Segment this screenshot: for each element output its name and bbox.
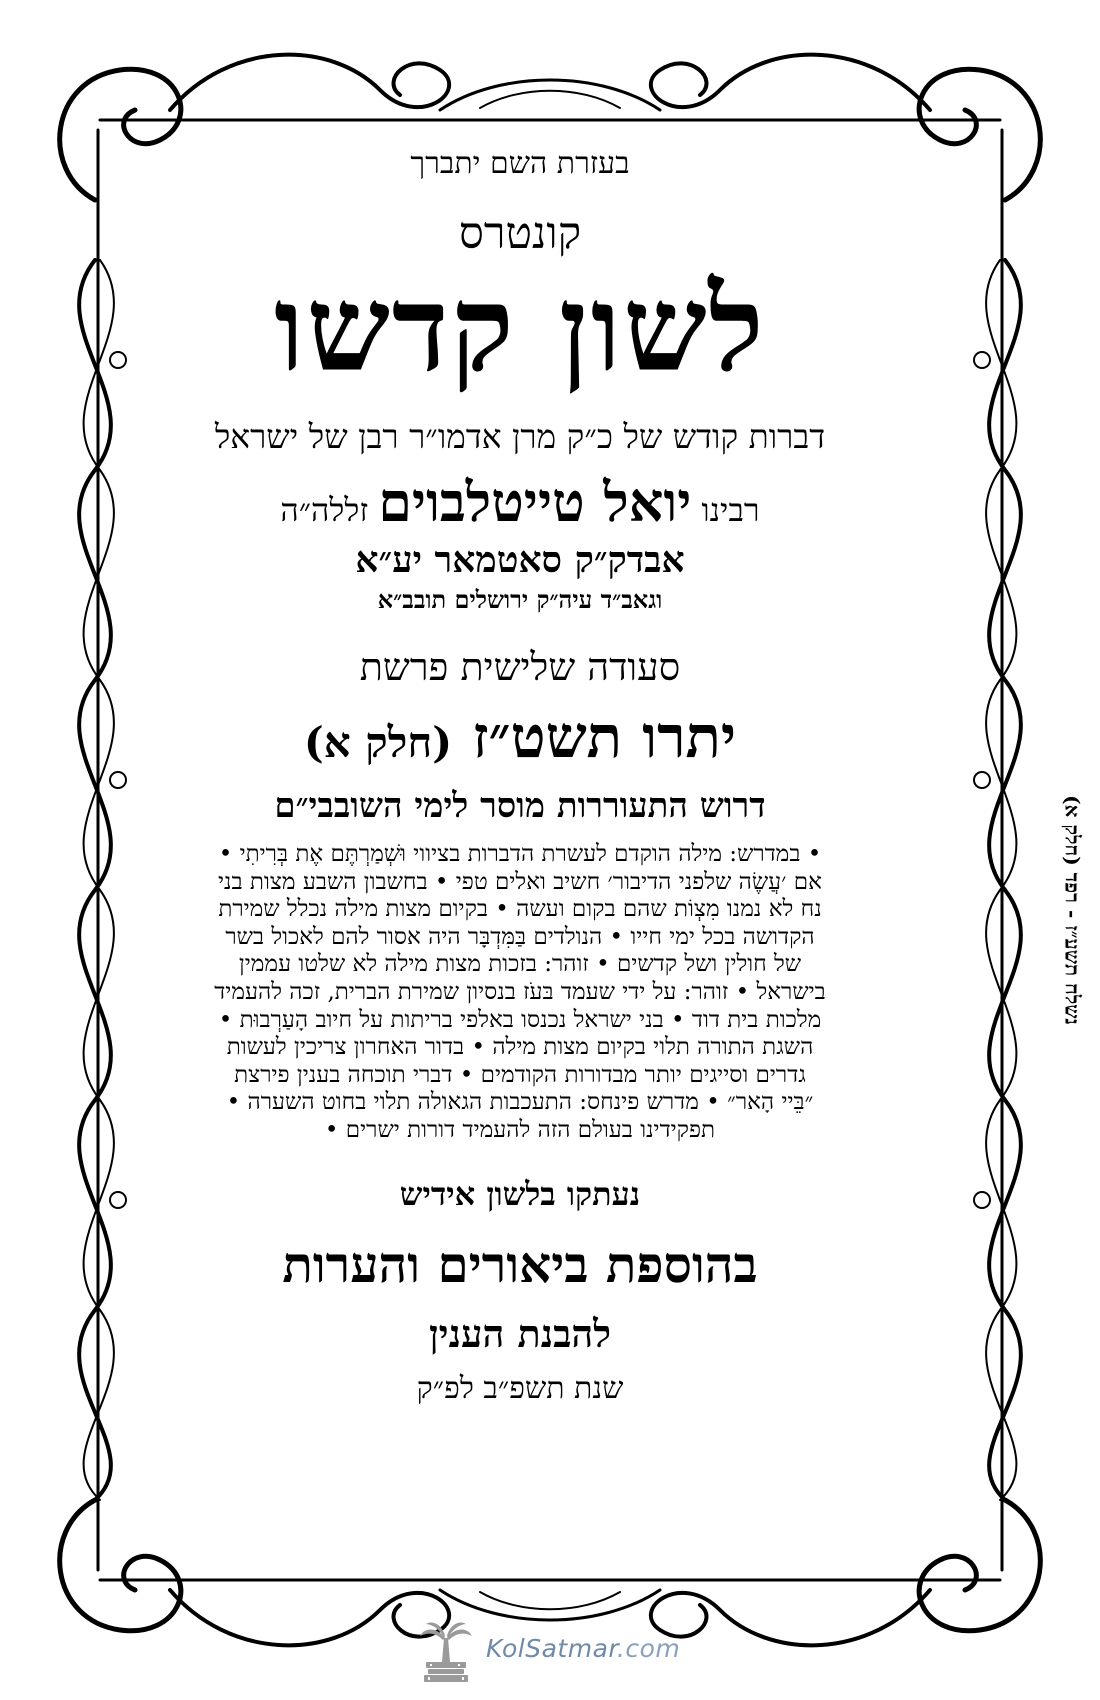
summary-line: • במדרש: מילה הוקדם לעשרת הדברות בציווי וּשְׁמַרְתֶּם אֶת בְּרִיתִי • xyxy=(218,841,822,868)
summary-line: הקדושה בכל ימי חייו • הנולדים בַּמִּדְבָּר היה אסור להם לאכול בשר xyxy=(225,923,815,950)
rebbe-name: יואל טייטלבוים xyxy=(378,470,692,535)
meal-heading: סעודה שלישית פרשת xyxy=(359,645,681,690)
rebbe-suffix: זללה״ה xyxy=(280,491,369,530)
rebbe-line xyxy=(140,470,900,535)
understanding-heading: להבנת הענין xyxy=(428,1310,612,1356)
translated-note: נעתקו בלשון אידיש xyxy=(399,1174,641,1213)
summary-line: גדרים וסייגים יותר מבדורות הקודמים • דברי תוכחה בענין פירצת xyxy=(234,1061,806,1088)
parsha-title xyxy=(140,703,900,773)
blessing-heading: בעזרת השם יתברך xyxy=(410,146,630,181)
title-page-content xyxy=(140,140,900,1560)
summary-line: בישראל • זוהר: על ידי שעמד בּעֹז בנסיון שמירת הברית, זכה להעמיד xyxy=(214,979,826,1006)
logo-suffix: .com xyxy=(616,1634,681,1663)
parsha-name: יתרו תשט״ז xyxy=(472,702,737,771)
summary-line: נח לא נמנו מִצְוֹת שהם בקום ועשה • בקיום מצות מילה נכלל שמירת xyxy=(218,896,822,923)
topic-summary xyxy=(160,841,880,1145)
parsha-part: (חלק א) xyxy=(303,717,453,767)
summary-line: אם ׳עֲשֶׂה שלפני הדיבור׳ חשיב ואלים טפי • בחשבון השבע מצות בני xyxy=(218,868,822,895)
summary-line: תפקידינו בעולם הזה להעמיד דורות ישרים • xyxy=(324,1116,716,1143)
side-note-text: נשלח תשע״ז - רפד (חלק א) xyxy=(1060,795,1085,1025)
summary-line: השגת התורה תלוי בקיום מצות מילה • בדור האחרון צריכין לעשות xyxy=(226,1034,814,1061)
summary-line: ״בֵּיי הָאר״ • מדרש פינחס: התעכבות הגאולה תלוי בחוט השערה • xyxy=(226,1089,814,1116)
rebbe-prefix: רבינו xyxy=(701,491,760,530)
subtitle-line: דברות קודש של כ״ק מרן אדמו״ר רבן של ישראל xyxy=(214,416,826,456)
summary-line: של חולין ושל קדשים • זוהר: בזכות מצות מילה לא שלטו עממין xyxy=(238,951,802,978)
drush-title: דרוש התעוררות מוסר לימי השובבי״ם xyxy=(274,786,766,827)
site-logo[interactable] xyxy=(400,1618,720,1688)
additions-heading: בהוספת ביאורים והערות xyxy=(282,1234,758,1294)
side-note xyxy=(1052,760,1092,1060)
logo-text xyxy=(486,1634,680,1663)
kuntres-label: קונטרס xyxy=(458,208,582,259)
jerusalem-title: וגאב״ד עיה״ק ירושלים תובב״א xyxy=(377,585,663,615)
palm-tree-with-books-icon xyxy=(418,1618,474,1684)
summary-line: מלכות בית דוד • בני ישראל נכנסו באלפי בריתות על חיוב הָעַרְבוּת • xyxy=(218,1006,822,1033)
year-line: שנת תשפ״ב לפ״ק xyxy=(416,1370,624,1406)
logo-main: KolSatmar xyxy=(486,1634,617,1663)
city-title: אבדק״ק סאטמאר יע״א xyxy=(355,539,685,582)
main-title: לשון קדשו xyxy=(274,258,766,398)
